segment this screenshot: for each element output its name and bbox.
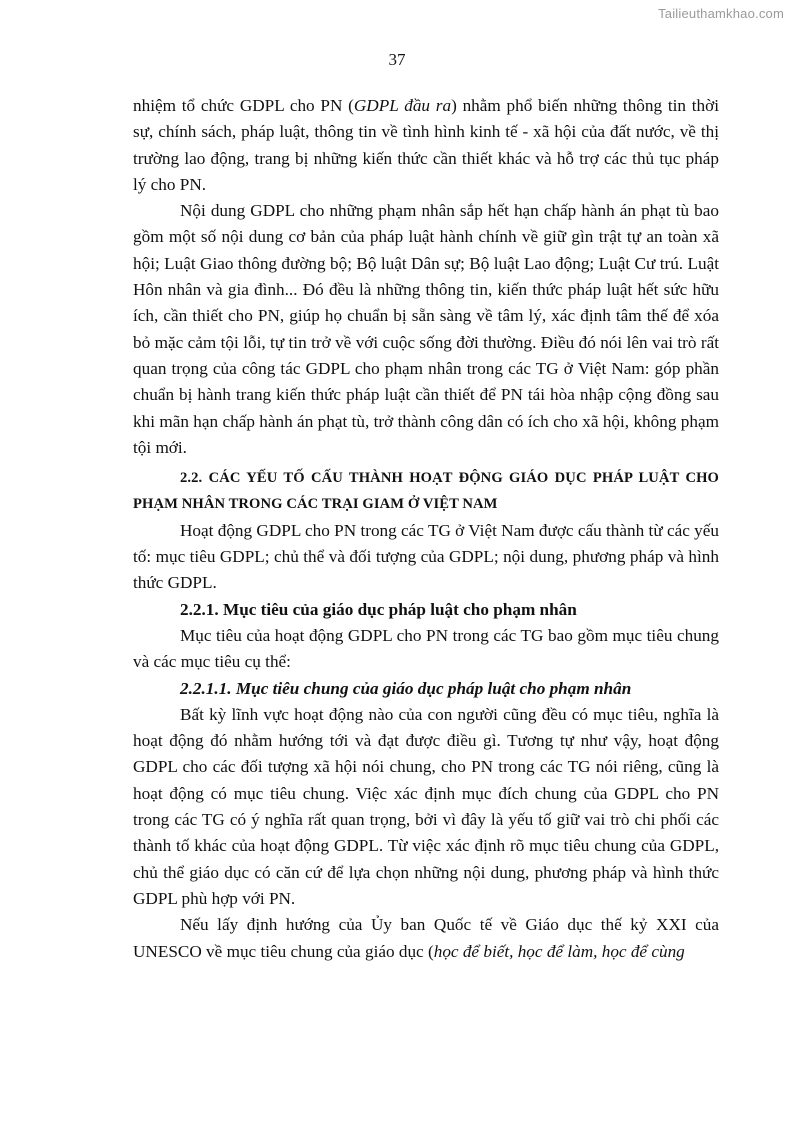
paragraph bbox=[133, 912, 719, 965]
italic-term: GDPL đầu ra bbox=[353, 96, 452, 115]
subsection-heading-2-2-1-1: 2.2.1.1. Mục tiêu chung của giáo dục pháp luật cho phạm nhân bbox=[180, 678, 632, 698]
paragraph-text: ) nhằm phổ biến những thông tin thời sự, chính sách, pháp luật, thông tin về tình hình kinh tế - xã hội của đất nước, về thị trường lao động, trang bị những kiến thức cần thiết khác và hỗ trợ các thủ tục pháp lý cho PN. bbox=[133, 96, 719, 194]
paragraph: Hoạt động GDPL cho PN trong các TG ở Việt Nam được cấu thành từ các yếu tố: mục tiêu GDPL; chủ thể và đối tượng của GDPL; nội dung, phương pháp và hình thức GDPL. bbox=[133, 520, 719, 593]
watermark: Tailieuthamkhao.com bbox=[658, 6, 784, 21]
italic-term: học để biết, học để làm, học để cùng bbox=[433, 941, 685, 961]
paragraph-text: Nếu lấy định hướng của Ủy ban Quốc tế về Giáo dục thế kỷ XXI của UNESCO về mục tiêu chung của giáo dục ( bbox=[133, 915, 719, 961]
page-number: 37 bbox=[388, 50, 406, 69]
document-body bbox=[133, 93, 719, 965]
paragraph-continuation bbox=[133, 93, 719, 198]
paragraph: Bất kỳ lĩnh vực hoạt động nào của con người cũng đều có mục tiêu, nghĩa là hoạt động đó nhằm hướng tới và đạt được điều gì. Tương tự như vậy, hoạt động GDPL cho các đối tượng xã hội nói chung, cho PN trong các TG nói riêng, cũng là hoạt động có mục tiêu chung. Việc xác định mục đích chung của GDPL cho PN trong các TG có ý nghĩa rất quan trọng, bởi vì đây là yếu tố giữ vai trò chi phối các thành tố khác của hoạt động GDPL. Từ việc xác định rõ mục tiêu chung của GDPL, chủ thể giáo dục có căn cứ để lựa chọn những nội dung, phương pháp và hình thức GDPL phù hợp với PN. bbox=[133, 704, 719, 908]
paragraph: Nội dung GDPL cho những phạm nhân sắp hết hạn chấp hành án phạt tù bao gồm một số nội dung cơ bản của pháp luật hành chính về giữ gìn trật tự an toàn xã hội; Luật Giao thông đường bộ; Bộ luật Dân sự; Bộ luật Lao động; Luật Cư trú. Luật Hôn nhân và gia đình... Đó đều là những thông tin, kiến thức pháp luật hết sức hữu ích, cần thiết cho PN, giúp họ chuẩn bị sẵn sàng về tâm lý, xác định tâm thế để xóa bỏ mặc cảm tội lỗi, tự tin trở về với cuộc sống đời thường. Điều đó nói lên vai trò rất quan trọng của công tác GDPL cho phạm nhân trong các TG ở Việt Nam: góp phần chuẩn bị hành trang kiến thức pháp luật cần thiết để PN tái hòa nhập cộng đồng sau khi mãn hạn chấp hành án phạt tù, trở thành công dân có ích cho xã hội, không phạm tội mới. bbox=[133, 201, 719, 457]
paragraph-text: nhiệm tổ chức GDPL cho PN ( bbox=[133, 96, 354, 115]
subsection-heading-2-2-1: 2.2.1. Mục tiêu của giáo dục pháp luật cho phạm nhân bbox=[180, 599, 577, 619]
paragraph: Mục tiêu của hoạt động GDPL cho PN trong các TG bao gồm mục tiêu chung và các mục tiêu cụ thể: bbox=[133, 625, 719, 672]
section-heading-2-2: 2.2. CÁC YẾU TỐ CẤU THÀNH HOẠT ĐỘNG GIÁO DỤC PHÁP LUẬT CHO PHẠM NHÂN TRONG CÁC TRẠI GIAM Ở VIỆT NAM bbox=[133, 470, 719, 513]
